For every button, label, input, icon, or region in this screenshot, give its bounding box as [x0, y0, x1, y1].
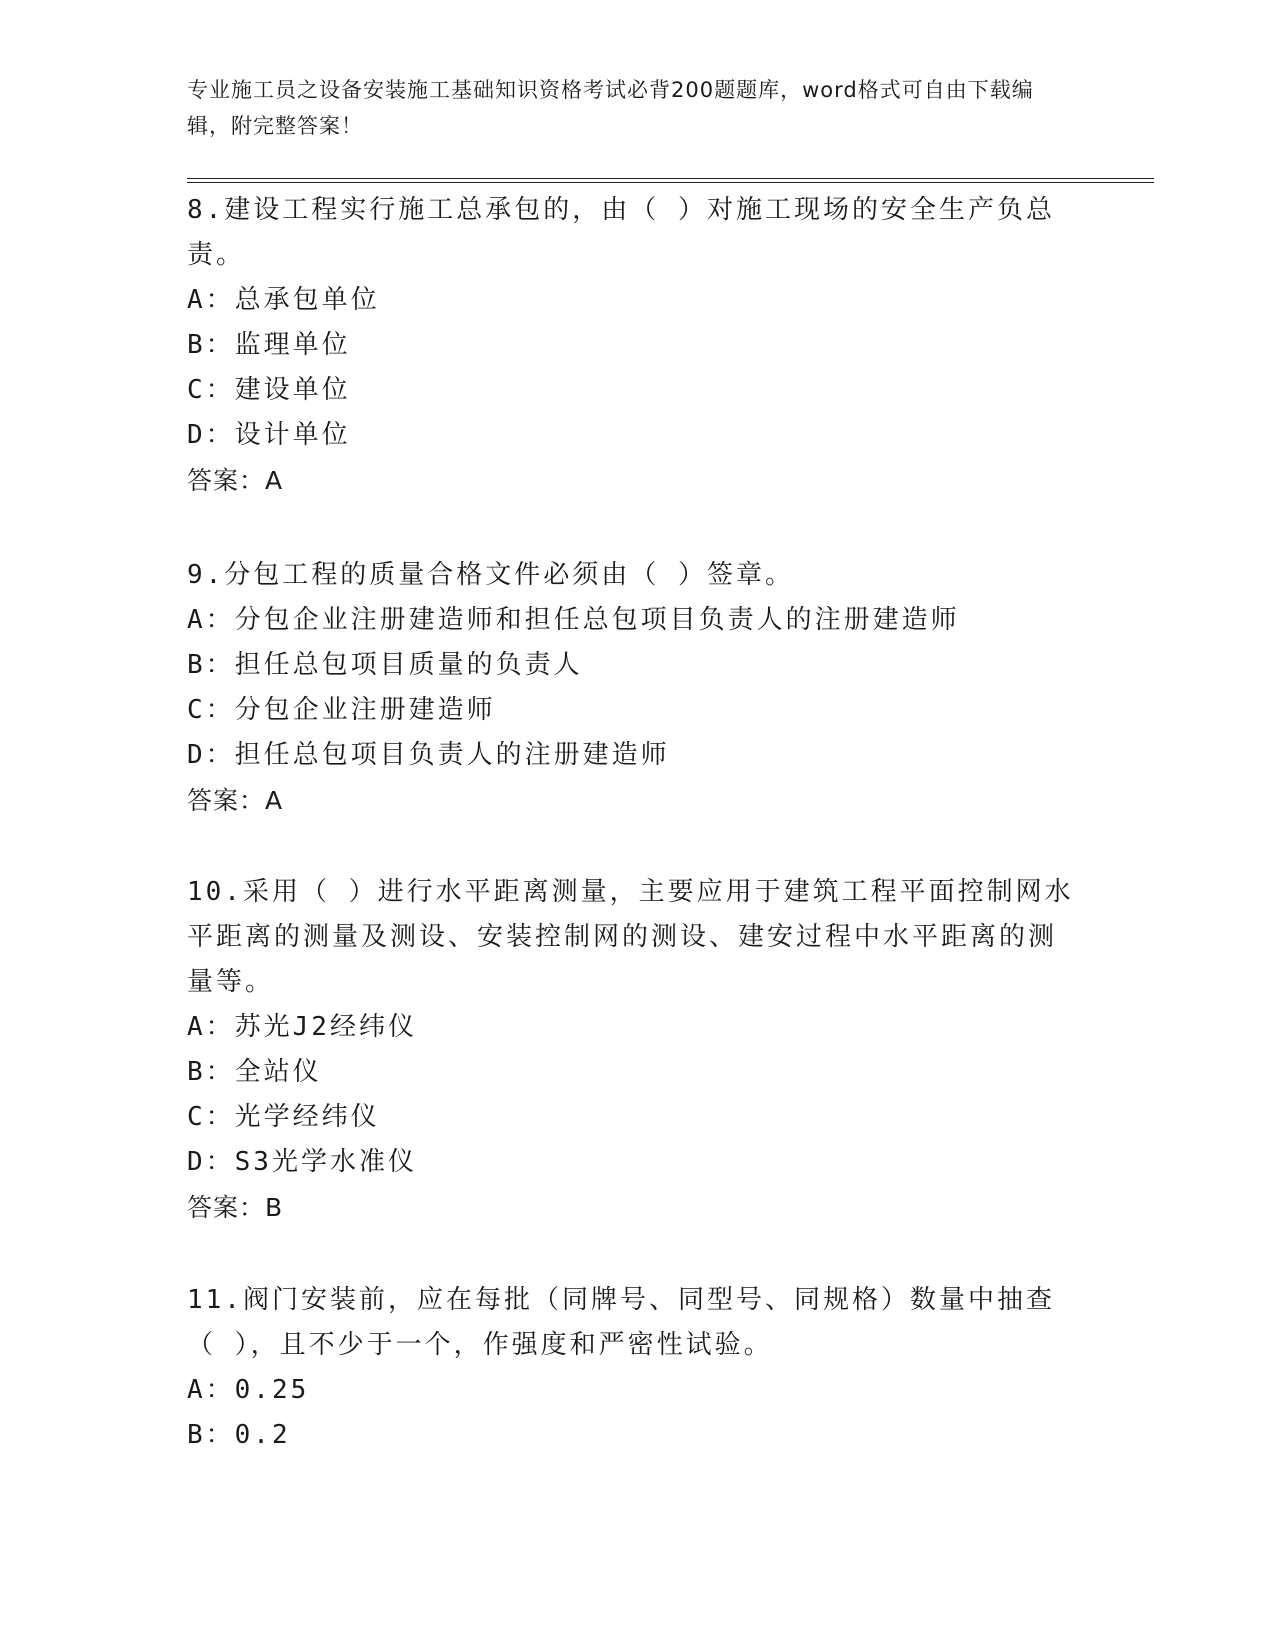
option-c: C：分包企业注册建造师	[187, 695, 496, 725]
header-divider-top	[187, 178, 1154, 179]
question-stem: 11.阀门安装前，应在每批（同牌号、同型号、同规格）数量中抽查（ ），且不少于一个，作强度和严密性试验。	[187, 1285, 1055, 1360]
question-8	[187, 188, 1077, 503]
document-header: 专业施工员之设备安装施工基础知识资格考试必背200题题库，word格式可自由下载编辑，附完整答案！	[187, 78, 1034, 138]
option-c: C：光学经纬仪	[187, 1102, 380, 1132]
option-a: A：分包企业注册建造师和担任总包项目负责人的注册建造师	[187, 605, 960, 635]
header-divider-bottom	[187, 182, 1154, 183]
question-stem: 9.分包工程的质量合格文件必须由（ ）签章。	[187, 560, 794, 590]
option-d: D：担任总包项目负责人的注册建造师	[187, 740, 670, 770]
question-stem: 10.采用（ ）进行水平距离测量，主要应用于建筑工程平面控制网水平距离的测量及测设、安装控制网的测设、建安过程中水平距离的测量等。	[187, 877, 1074, 997]
answer: 答案：A	[187, 466, 284, 495]
option-b: B：监理单位	[187, 330, 351, 360]
question-9	[187, 553, 1077, 823]
answer: 答案：B	[187, 1193, 284, 1222]
question-stem: 8.建设工程实行施工总承包的，由（ ）对施工现场的安全生产负总责。	[187, 195, 1055, 270]
question-10	[187, 870, 1077, 1230]
option-a: A：0.25	[187, 1375, 310, 1405]
option-d: D：设计单位	[187, 420, 351, 450]
option-c: C：建设单位	[187, 375, 351, 405]
option-a: A：总承包单位	[187, 285, 380, 315]
answer: 答案：A	[187, 786, 284, 815]
option-a: A：苏光J2经纬仪	[187, 1012, 417, 1042]
option-b: B：全站仪	[187, 1057, 322, 1087]
option-b: B：0.2	[187, 1420, 291, 1450]
question-11	[187, 1278, 1077, 1458]
option-d: D：S3光学水准仪	[187, 1147, 417, 1177]
option-b: B：担任总包项目质量的负责人	[187, 650, 583, 680]
